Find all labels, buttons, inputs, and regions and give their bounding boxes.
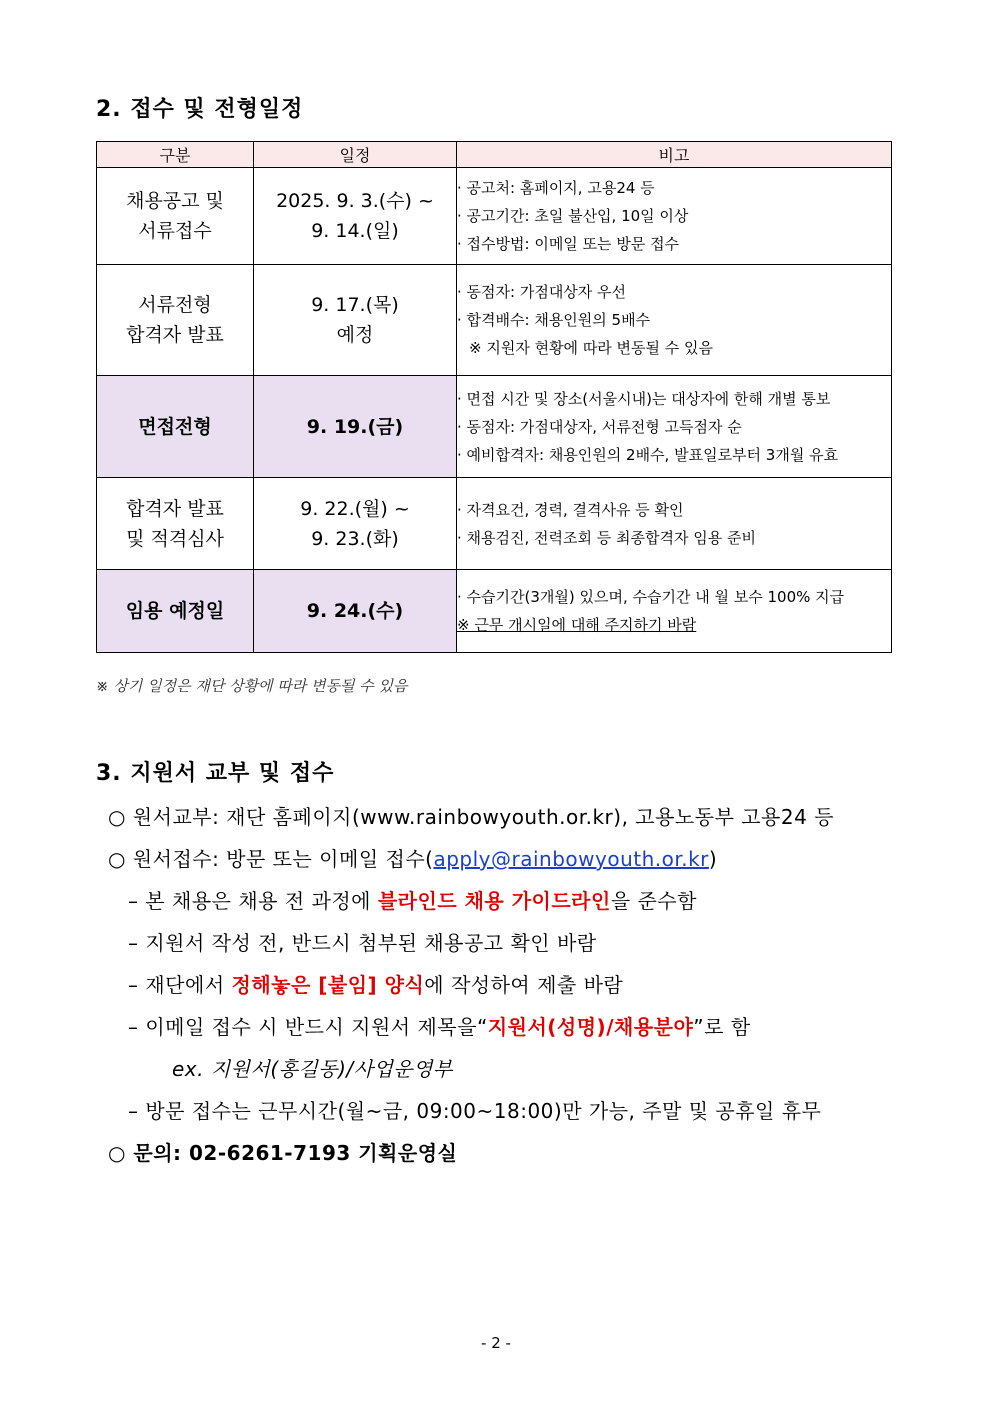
sub-item-blind: – 본 채용은 채용 전 과정에 블라인드 채용 가이드라인을 준수함	[128, 889, 697, 913]
row-date: 2025. 9. 3.(수) ~ 9. 14.(일)	[254, 168, 457, 265]
row-category: 서류전형 합격자 발표	[97, 265, 254, 376]
row-date: 9. 22.(월) ~ 9. 23.(화)	[254, 478, 457, 570]
row-notes: · 수습기간(3개월) 있으며, 수습기간 내 월 보수 100% 지급 ※ 근무 개시일에 대해 주지하기 바람	[457, 570, 892, 653]
section-2-title: 2. 접수 및 전형일정	[96, 97, 304, 122]
row-category: 채용공고 및 서류접수	[97, 168, 254, 265]
sub-item-check-notice: – 지원서 작성 전, 반드시 첨부된 채용공고 확인 바람	[128, 931, 597, 955]
row-category: 합격자 발표 및 적격심사	[97, 478, 254, 570]
table-row	[97, 478, 892, 570]
contact-info: ○ 문의: 02-6261-7193 기획운영실	[108, 1141, 458, 1165]
section-3-title: 3. 지원서 교부 및 접수	[96, 761, 335, 786]
header-notes: 비고	[457, 142, 892, 168]
row-notes: · 면접 시간 및 장소(서울시내)는 대상자에 한해 개별 통보 · 동점자: 가점대상자, 서류전형 고득점자 순 · 예비합격자: 채용인원의 2배수, 발표일로부터 3개월 유효	[457, 376, 892, 478]
row-notes: · 동점자: 가점대상자 우선 · 합격배수: 채용인원의 5배수 ※ 지원자 현황에 따라 변동될 수 있음	[457, 265, 892, 376]
email-link[interactable]: apply@rainbowyouth.or.kr	[433, 847, 709, 871]
table-header-row	[97, 142, 892, 168]
page-number: - 2 -	[481, 1334, 511, 1352]
sub-item-form: – 재단에서 정해놓은 [붙임] 양식에 작성하여 제출 바람	[128, 973, 624, 997]
application-submission: ○ 원서접수: 방문 또는 이메일 접수(apply@rainbowyouth.or.kr)	[108, 847, 718, 871]
row-category: 면접전형	[97, 376, 254, 478]
row-date: 9. 17.(목) 예정	[254, 265, 457, 376]
sub-item-email-subject: – 이메일 접수 시 반드시 지원서 제목을“지원서(성명)/채용분야”로 함	[128, 1015, 751, 1039]
header-category: 구분	[97, 142, 254, 168]
row-notes: · 공고처: 홈페이지, 고용24 등 · 공고기간: 초일 불산입, 10일 이상 · 접수방법: 이메일 또는 방문 접수	[457, 168, 892, 265]
row-category: 임용 예정일	[97, 570, 254, 653]
schedule-footnote: ※ 상기 일정은 재단 상황에 따라 변동될 수 있음	[96, 677, 408, 695]
application-distribution: ○ 원서교부: 재단 홈페이지(www.rainbowyouth.or.kr), 고용노동부 고용24 등	[108, 805, 835, 829]
email-subject-example: ex. 지원서(홍길동)/사업운영부	[172, 1057, 453, 1081]
header-date: 일정	[254, 142, 457, 168]
row-date: 9. 24.(수)	[254, 570, 457, 653]
schedule-table	[96, 141, 892, 653]
row-date: 9. 19.(금)	[254, 376, 457, 478]
row-notes: · 자격요건, 경력, 결격사유 등 확인 · 채용검진, 전력조회 등 최종합격자 임용 준비	[457, 478, 892, 570]
table-row	[97, 570, 892, 653]
sub-item-visit-hours: – 방문 접수는 근무시간(월~금, 09:00~18:00)만 가능, 주말 및 공휴일 휴무	[128, 1099, 822, 1123]
table-row	[97, 376, 892, 478]
table-row	[97, 168, 892, 265]
table-row	[97, 265, 892, 376]
